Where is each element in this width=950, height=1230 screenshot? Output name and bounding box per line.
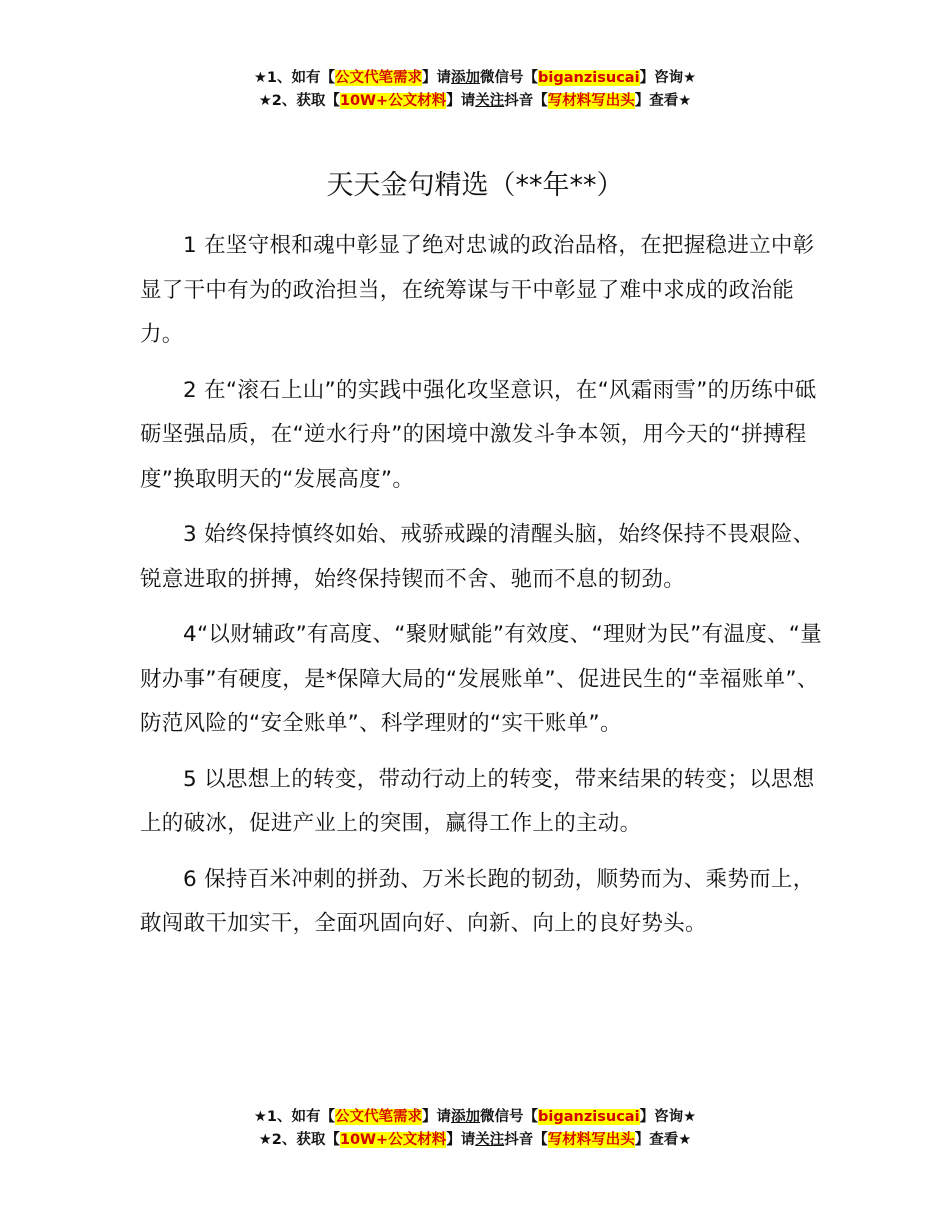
banner-text: 】咨询★ [639,1109,697,1125]
paragraph-4: 4“以财辅政”有高度、“聚财赋能”有效度、“理财为民”有温度、“量财办事”有硬度，是*保障大局的“发展账单”、促进民生的“幸福账单”、防范风险的“安全账单”、科学理财的“实干账单”。 [140,622,823,736]
banner-line-2 [0,1129,950,1152]
document-body [140,224,830,958]
banner-line-1 [0,1106,950,1129]
highlighted-text: 10W+公文材料 [339,93,447,109]
underlined-text: 关注 [475,93,505,109]
douyin-account: 写材料写出头 [547,1132,635,1148]
highlighted-text: 公文代笔需求 [335,70,423,86]
banner-text: 】请 [446,93,476,109]
paragraph-5: 5 以思想上的转变，带动行动上的转变，带来结果的转变；以思想上的破冰，促进产业上的突围，赢得工作上的主动。 [140,766,815,836]
banner-text: 】咨询★ [639,70,697,86]
underlined-text: 添加 [451,1109,481,1125]
highlighted-text: 公文代笔需求 [335,1109,423,1125]
banner-text: ★2、获取【 [258,93,340,109]
banner-text: ★2、获取【 [258,1132,340,1148]
header-banner [0,67,950,113]
wechat-id: biganzisucai [538,1109,640,1125]
banner-line-1 [0,67,950,90]
banner-text: 微信号【 [480,70,539,86]
banner-line-2 [0,90,950,113]
banner-text: 】查看★ [634,1132,692,1148]
banner-text: 抖音【 [504,1132,548,1148]
paragraph-1: 1 在坚守根和魂中彰显了绝对忠诚的政治品格，在把握稳进立中彰显了干中有为的政治担当，在统筹谋与干中彰显了难中求成的政治能力。 [140,233,815,347]
paragraph-3: 3 始终保持慎终如始、戒骄戒躁的清醒头脑，始终保持不畏艰险、锐意进取的拼搏，始终保持锲而不舍、驰而不息的韧劲。 [140,522,815,592]
douyin-account: 写材料写出头 [547,93,635,109]
highlighted-text: 10W+公文材料 [339,1132,447,1148]
footer-banner [0,1106,950,1152]
banner-text: 】请 [422,70,452,86]
banner-text: 】请 [446,1132,476,1148]
banner-text: 抖音【 [504,93,548,109]
paragraph-6: 6 保持百米冲刺的拼劲、万米长跑的韧劲，顺势而为、乘势而上，敢闯敢干加实干，全面巩固向好、向新、向上的良好势头。 [140,866,815,936]
document-title: 天天金句精选（**年**） [326,170,624,201]
banner-text: 】查看★ [634,93,692,109]
banner-text: ★1、如有【 [253,70,336,86]
banner-text: 】请 [422,1109,452,1125]
wechat-id: biganzisucai [538,70,640,86]
banner-text: ★1、如有【 [253,1109,336,1125]
paragraph-2: 2 在“滚石上山”的实践中强化攻坚意识，在“风霜雨雪”的历练中砥砺坚强品质，在“逆水行舟”的困境中激发斗争本领，用今天的“拼搏程度”换取明天的“发展高度”。 [140,377,817,492]
underlined-text: 添加 [451,70,481,86]
banner-text: 微信号【 [480,1109,539,1125]
underlined-text: 关注 [475,1132,505,1148]
